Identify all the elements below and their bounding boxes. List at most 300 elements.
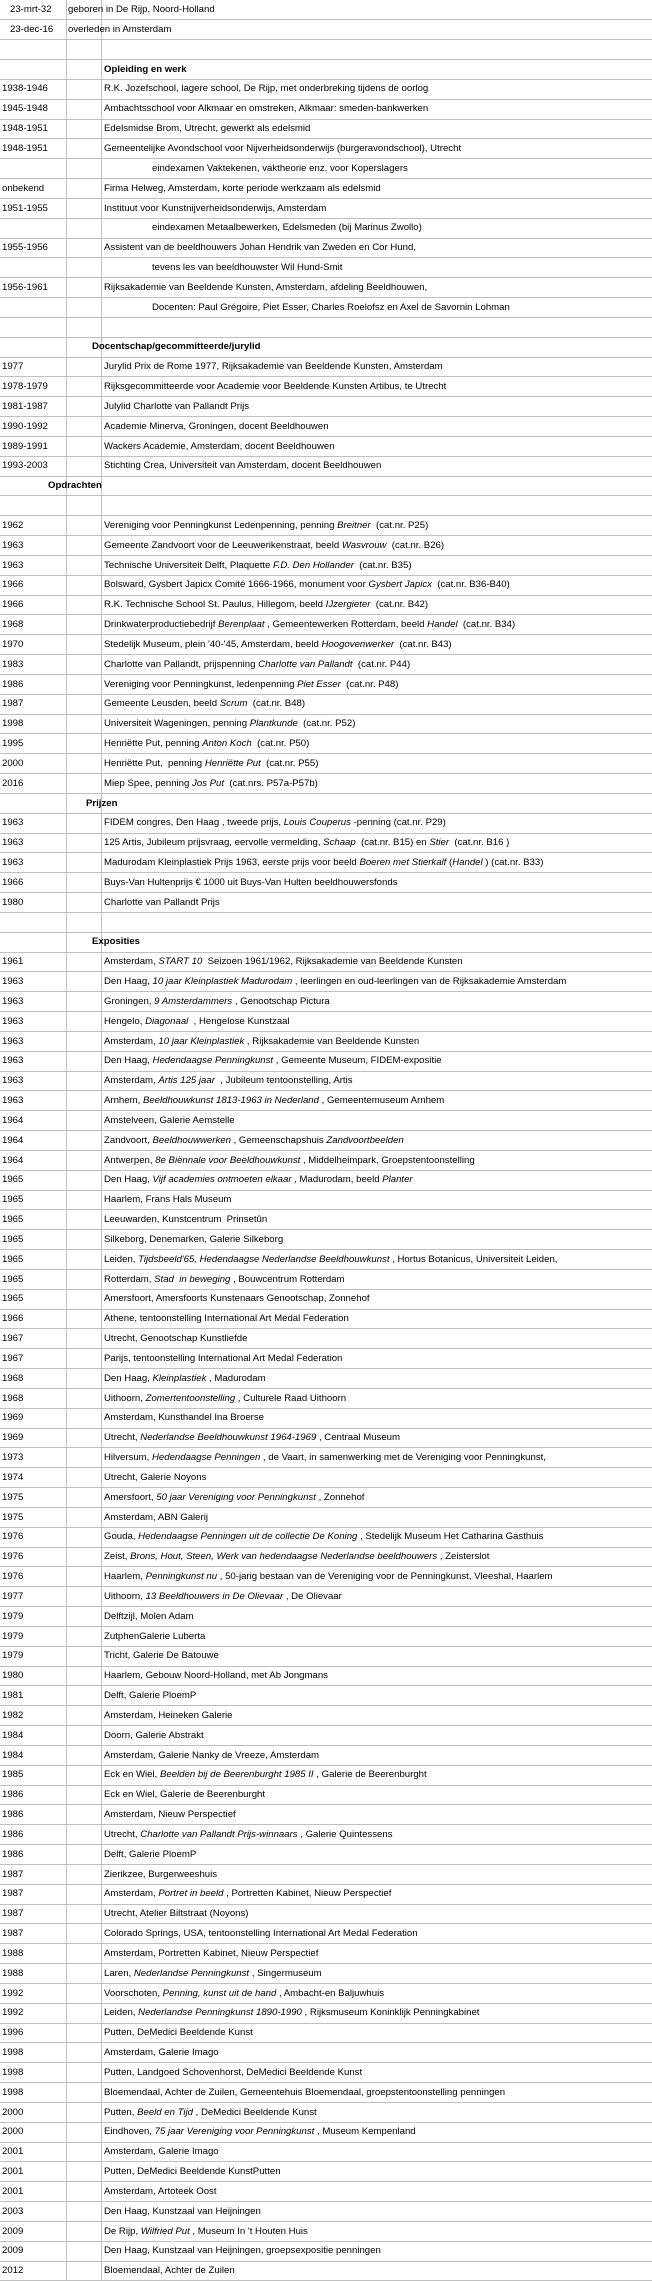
table-row (0, 853, 652, 873)
table-row (0, 1051, 652, 1071)
column-rule (101, 1349, 102, 1368)
column-rule (101, 1845, 102, 1864)
column-rule (66, 2142, 67, 2161)
column-rule (101, 1964, 102, 1983)
column-rule (66, 1706, 67, 1725)
year-cell: 1968 (2, 1372, 24, 1384)
column-rule (66, 99, 67, 118)
description-cell: Den Haag, Kunstzaal van Heijningen (104, 2205, 261, 2217)
table-row (0, 1884, 652, 1904)
column-rule (66, 2043, 67, 2062)
description-cell: Utrecht, Atelier Biltstraat (Noyons) (104, 1908, 249, 1920)
year-cell: 1963 (2, 1075, 24, 1087)
table-row (0, 2162, 652, 2182)
year-cell: 1963 (2, 539, 24, 551)
year-cell: 1966 (2, 876, 24, 888)
description-cell: Utrecht, Charlotte van Pallandt Prijs-winnaars , Galerie Quintessens (104, 1828, 393, 1840)
year-cell: 1945-1948 (2, 103, 48, 115)
description-cell: Hilversum, Hedendaagse Penningen , de Vaart, in samenwerking met de Vereniging voor Penningkunst, (104, 1452, 546, 1464)
description-cell: Gemeentelijke Avondschool voor Nijverheidsonderwijs (burgeravondschool), Utrecht (104, 142, 462, 154)
description-cell: Rijksgecommitteerde voor Academie voor Beeldende Kunsten Artibus, te Utrecht (104, 381, 447, 393)
year-cell: 1992 (2, 1987, 24, 1999)
table-row (0, 238, 652, 258)
description-cell: ZutphenGalerie Luberta (104, 1630, 206, 1642)
description-cell: Den Haag, Kleinplastiek , Madurodam (104, 1372, 266, 1384)
year-cell: 1965 (2, 1233, 24, 1245)
description-cell: Voorschoten, Penning, kunst uit de hand , Ambacht-en Baljuwhuis (104, 1987, 385, 1999)
year-cell: 1979 (2, 1630, 24, 1642)
year-cell: 2009 (2, 2225, 24, 2237)
table-row (0, 1428, 652, 1448)
section-heading: Docentschap/gecommitteerde/jurylid (92, 341, 261, 353)
column-rule (101, 2221, 102, 2240)
column-rule (101, 615, 102, 634)
column-rule (66, 655, 67, 674)
year-cell: 1968 (2, 1392, 24, 1404)
table-row (0, 2023, 652, 2043)
year-cell: 1948-1951 (2, 142, 48, 154)
table-row (0, 952, 652, 972)
column-rule (66, 1150, 67, 1169)
year-cell: 1963 (2, 1055, 24, 1067)
column-rule (66, 813, 67, 832)
column-rule (101, 1607, 102, 1626)
table-row (0, 1726, 652, 1746)
description-cell: Vereniging voor Penningkunst, ledenpenning Piet Esser (cat.nr. P48) (104, 678, 399, 690)
table-row (0, 1329, 652, 1349)
column-rule (66, 1190, 67, 1209)
column-rule (66, 635, 67, 654)
column-rule (101, 1924, 102, 1943)
column-rule (66, 1170, 67, 1189)
column-rule (101, 2182, 102, 2201)
table-row (0, 2202, 652, 2222)
column-rule (101, 2261, 102, 2280)
description-cell: Den Haag, Hedendaagse Penningkunst , Gemeente Museum, FIDEM-expositie (104, 1055, 442, 1067)
year-cell: 1963 (2, 1035, 24, 1047)
column-rule (66, 298, 67, 317)
description-cell: Amsterdam, START 10 Seizoen 1961/1962, Rijksakademie van Beeldende Kunsten (104, 956, 463, 968)
table-row (0, 1448, 652, 1468)
description-cell: Delft, Galerie PloemP (104, 1848, 197, 1860)
column-rule (101, 1567, 102, 1586)
year-cell: 1980 (2, 896, 24, 908)
column-rule (66, 1210, 67, 1229)
column-rule (66, 79, 67, 98)
column-rule (101, 179, 102, 198)
year-cell: 1970 (2, 638, 24, 650)
description-cell: Hengelo, Diagonaal , Hengelose Kunstzaal (104, 1015, 290, 1027)
table-row (0, 119, 652, 139)
column-rule (66, 536, 67, 555)
table-row (0, 1210, 652, 1230)
year-cell: 2009 (2, 2245, 24, 2257)
year-cell: 1987 (2, 1888, 24, 1900)
description-cell: Drinkwaterproductiebedrijf Berenplaat , Gemeentewerken Rotterdam, beeld Handel (cat.nr. B34) (104, 619, 516, 631)
description-cell: Amsterdam, Galerie Nanky de Vreeze, Amsterdam (104, 1749, 320, 1761)
column-rule (66, 952, 67, 971)
year-cell: 1963 (2, 857, 24, 869)
year-cell (2, 218, 64, 237)
column-rule (66, 575, 67, 594)
column-rule (101, 1706, 102, 1725)
year-cell: 1977 (2, 1590, 24, 1602)
description-cell: Amsterdam, Nieuw Perspectief (104, 1809, 236, 1821)
column-rule (66, 1349, 67, 1368)
year-cell: 1963 (2, 1095, 24, 1107)
column-rule (66, 615, 67, 634)
year-cell: 1986 (2, 1828, 24, 1840)
section-heading-row (0, 337, 652, 357)
table-row (0, 1468, 652, 1488)
column-rule (101, 1408, 102, 1427)
table-row (0, 575, 652, 595)
column-rule (101, 60, 102, 79)
column-rule (101, 496, 102, 515)
description-cell: Madurodam Kleinplastiek Prijs 1963, eerste prijs voor beeld Boeren met Stierkalf (Handel ) (cat.nr. B33) (104, 857, 544, 869)
column-rule (101, 2083, 102, 2102)
column-rule (101, 1289, 102, 1308)
column-rule (66, 1369, 67, 1388)
column-rule (66, 1626, 67, 1645)
table-row (0, 1012, 652, 1032)
description-cell: Delftzijl, Molen Adam (104, 1610, 194, 1622)
year-cell: 1998 (2, 2086, 24, 2098)
column-rule (66, 833, 67, 852)
column-rule (101, 1170, 102, 1189)
column-rule (101, 555, 102, 574)
column-rule (101, 2043, 102, 2062)
description-cell: Amsterdam, Heineken Galerie (104, 1709, 233, 1721)
description-cell: Haarlem, Penningkunst nu , 50-jarig bestaan van de Vereniging voor de Penningkunst, Vleeshal, Haarlem (104, 1571, 553, 1583)
description-cell: Zierikzee, Burgerweeshuis (104, 1868, 218, 1880)
year-cell: 1974 (2, 1471, 24, 1483)
year-cell: 2000 (2, 757, 24, 769)
column-rule (101, 298, 102, 317)
description-cell: Den Haag, Vijf academies ontmoeten elkaar , Madurodam, beeld Planter (104, 1174, 413, 1186)
year-cell: 1961 (2, 956, 24, 968)
column-rule (101, 992, 102, 1011)
description-cell: Wackers Academie, Amsterdam, docent Beeldhouwen (104, 440, 335, 452)
year-cell: 1966 (2, 1313, 24, 1325)
column-rule (66, 912, 67, 931)
column-rule (66, 1785, 67, 1804)
description-cell: Eindhoven, 75 jaar Vereniging voor Penningkunst , Museum Kempenland (104, 2126, 416, 2138)
column-rule (101, 754, 102, 773)
column-rule (66, 793, 67, 812)
description-cell: Amersfoort, Amersfoorts Kunstenaars Genootschap, Zonnehof (104, 1293, 370, 1305)
column-rule (101, 952, 102, 971)
description-cell: Ambachtsschool voor Alkmaar en omstreken, Alkmaar: smeden-bankwerken (104, 103, 429, 115)
description-cell: Putten, DeMedici Beeldende KunstPutten (104, 2166, 281, 2178)
description-cell: FIDEM congres, Den Haag , tweede prijs, Louis Couperus -penning (cat.nr. P29) (104, 817, 446, 829)
column-rule (101, 99, 102, 118)
column-rule (101, 1488, 102, 1507)
table-row (0, 1150, 652, 1170)
table-row (0, 1547, 652, 1567)
column-rule (101, 833, 102, 852)
description-cell: Charlotte van Pallandt, prijspenning Charlotte van Pallandt (cat.nr. P44) (104, 658, 411, 670)
column-rule (66, 119, 67, 138)
column-rule (101, 1468, 102, 1487)
year-cell: 1963 (2, 559, 24, 571)
table-row (0, 1388, 652, 1408)
table-row (0, 1071, 652, 1091)
description-cell: tevens les van beeldhouwster Wil Hund-Smit (152, 262, 343, 273)
description-cell: Henriëtte Put, penning Henriëtte Put (cat.nr. P55) (104, 757, 319, 769)
column-rule (66, 1825, 67, 1844)
column-rule (101, 1884, 102, 1903)
year-cell: 1977 (2, 361, 24, 373)
year-cell: 1963 (2, 817, 24, 829)
column-rule (101, 1686, 102, 1705)
column-rule (66, 238, 67, 257)
table-row (0, 1111, 652, 1131)
table-row (0, 1785, 652, 1805)
description-cell: R.K. Technische School St. Paulus, Hillegom, beeld IJzergieter (cat.nr. B42) (104, 599, 429, 611)
table-row (0, 536, 652, 556)
table-row (0, 893, 652, 913)
column-rule (66, 2241, 67, 2260)
description-cell: Buys-Van Hultenprijs € 1000 uit Buys-Van Hulten beeldhouwersfonds (104, 876, 398, 888)
description-cell: Haarlem, Gebouw Noord-Holland, met Ab Jongmans (104, 1670, 328, 1682)
column-rule (101, 1309, 102, 1328)
column-rule (66, 218, 67, 237)
column-rule (66, 1805, 67, 1824)
column-rule (66, 674, 67, 693)
column-rule (101, 853, 102, 872)
column-rule (66, 1567, 67, 1586)
description-cell: Uithoorn, 13 Beeldhouwers in De Olievaar , De Olievaar (104, 1590, 342, 1602)
section-heading: Prijzen (86, 797, 118, 809)
column-rule (101, 813, 102, 832)
column-rule (101, 1666, 102, 1685)
column-rule (101, 2063, 102, 2082)
description-cell: Haarlem, Frans Hals Museum (104, 1194, 232, 1206)
year-cell: 1981 (2, 1690, 24, 1702)
description-cell: Putten, Landgoed Schovenhorst, DeMedici Beeldende Kunst (104, 2066, 363, 2078)
year-cell: 1956-1961 (2, 281, 48, 293)
column-rule (101, 1983, 102, 2002)
section-heading-row (0, 932, 652, 952)
table-row (0, 972, 652, 992)
year-cell: 1965 (2, 1194, 24, 1206)
column-rule (101, 1329, 102, 1348)
description-cell: Doorn, Galerie Abstrakt (104, 1729, 204, 1741)
table-row (0, 218, 652, 238)
year-cell: 1969 (2, 1412, 24, 1424)
column-rule (66, 853, 67, 872)
year-cell: 1965 (2, 1273, 24, 1285)
description-cell: Leeuwarden, Kunstcentrum Prinsetûn (104, 1214, 268, 1226)
table-row (0, 655, 652, 675)
column-rule (101, 1825, 102, 1844)
table-row (0, 1765, 652, 1785)
description-cell: Putten, DeMedici Beeldende Kunst (104, 2027, 253, 2039)
year-cell: 1993-2003 (2, 460, 48, 472)
year-cell: 1986 (2, 1848, 24, 1860)
column-rule (66, 417, 67, 436)
section-heading: Opdrachten (48, 480, 102, 492)
year-cell: 1980 (2, 1670, 24, 1682)
description-cell: Miep Spee, penning Jos Put (cat.nrs. P57a-P57b) (104, 777, 318, 789)
section-heading-row (0, 793, 652, 813)
column-rule (66, 1864, 67, 1883)
column-rule (101, 774, 102, 793)
column-rule (66, 1666, 67, 1685)
year-cell: 1962 (2, 519, 24, 531)
year-cell: 1965 (2, 1214, 24, 1226)
year-cell: 1979 (2, 1610, 24, 1622)
column-rule (101, 1507, 102, 1526)
description-cell: Leiden, Nederlandse Penningkunst 1890-1990 , Rijksmuseum Koninklijk Penningkabinet (104, 2007, 480, 2019)
section-heading-row (0, 60, 652, 80)
table-row (0, 2182, 652, 2202)
description-cell: Den Haag, 10 jaar Kleinplastiek Madurodam , leerlingen en oud-leerlingen van de Rijksakademie Amsterdam (104, 976, 567, 988)
table-row (0, 1170, 652, 1190)
column-rule (101, 2162, 102, 2181)
table-row (0, 1924, 652, 1944)
column-rule (101, 1369, 102, 1388)
column-rule (101, 1547, 102, 1566)
spacer-row (0, 317, 652, 337)
column-rule (66, 1448, 67, 1467)
column-rule (66, 2182, 67, 2201)
description-cell: Charlotte van Pallandt Prijs (104, 896, 220, 908)
description-cell: Firma Helweg, Amsterdam, korte periode werkzaam als edelsmid (104, 182, 381, 194)
year-cell: 1987 (2, 1868, 24, 1880)
year-cell (2, 298, 64, 317)
year-cell: 1964 (2, 1114, 24, 1126)
description-cell: Antwerpen, 8e Biënnale voor Beeldhouwkunst , Middelheimpark, Groepstentoonstelling (104, 1154, 475, 1166)
column-rule (66, 179, 67, 198)
column-rule (66, 1726, 67, 1745)
table-row (0, 2083, 652, 2103)
table-row (0, 1745, 652, 1765)
column-rule (101, 1012, 102, 1031)
column-rule (101, 1527, 102, 1546)
description-cell: Assistent van de beeldhouwers Johan Hendrik van Zweden en Cor Hund, (104, 242, 416, 254)
year-cell: 2001 (2, 2146, 24, 2158)
year-cell: 1975 (2, 1511, 24, 1523)
column-rule (66, 992, 67, 1011)
year-cell: 1964 (2, 1134, 24, 1146)
column-rule (101, 2003, 102, 2022)
column-rule (66, 1289, 67, 1308)
column-rule (101, 893, 102, 912)
table-row (0, 1964, 652, 1984)
column-rule (101, 436, 102, 455)
table-row (0, 258, 652, 278)
column-rule (66, 1646, 67, 1665)
year-cell: 1967 (2, 1333, 24, 1345)
column-rule (66, 198, 67, 217)
table-row (0, 555, 652, 575)
description-cell: Vereniging voor Penningkunst Ledenpenning, penning Breitner (cat.nr. P25) (104, 519, 429, 531)
column-rule (66, 258, 67, 277)
table-row (0, 833, 652, 853)
description-cell: Stedelijk Museum, plein '40-'45, Amsterdam, beeld Hoogovenwerker (cat.nr. B43) (104, 638, 452, 650)
column-rule (101, 317, 102, 336)
column-rule (66, 774, 67, 793)
column-rule (66, 1686, 67, 1705)
date-cell: 23-mrt-32 (10, 4, 52, 16)
table-row (0, 278, 652, 298)
column-rule (66, 1884, 67, 1903)
table-row (0, 79, 652, 99)
description-cell: Athene, tentoonstelling International Art Medal Federation (104, 1313, 349, 1325)
description-cell: geboren in De Rijp, Noord-Holland (68, 4, 215, 16)
column-rule (66, 972, 67, 991)
description-cell: Stichting Crea, Universiteit van Amsterdam, docent Beeldhouwen (104, 460, 382, 472)
column-rule (101, 1626, 102, 1645)
year-cell: 2016 (2, 777, 24, 789)
column-rule (66, 2261, 67, 2280)
column-rule (101, 1726, 102, 1745)
column-rule (66, 1468, 67, 1487)
year-cell (2, 258, 64, 277)
description-cell: Academie Minerva, Groningen, docent Beeldhouwen (104, 420, 329, 432)
column-rule (101, 377, 102, 396)
column-rule (101, 1031, 102, 1050)
column-rule (66, 456, 67, 475)
table-row (0, 1864, 652, 1884)
year-cell: 2000 (2, 2106, 24, 2118)
column-rule (66, 1845, 67, 1864)
column-rule (101, 2122, 102, 2141)
column-rule (66, 1488, 67, 1507)
year-cell: 1987 (2, 1928, 24, 1940)
description-cell: Arnhem, Beeldhouwkunst 1813-1963 in Nederland , Gemeentemuseum Arnhem (104, 1095, 445, 1107)
table-row (0, 2142, 652, 2162)
column-rule (66, 714, 67, 733)
column-rule (66, 1964, 67, 1983)
description-cell: Bloemendaal, Achter de Zuilen, Gemeentehuis Bloemendaal, groepstentoonstelling penningen (104, 2086, 506, 2098)
column-rule (101, 1190, 102, 1209)
section-heading: Opleiding en werk (104, 63, 187, 75)
table-row (0, 1825, 652, 1845)
year-cell: 1989-1991 (2, 440, 48, 452)
column-rule (101, 694, 102, 713)
table-row (0, 2261, 652, 2281)
column-rule (66, 1111, 67, 1130)
column-rule (66, 377, 67, 396)
description-cell: 125 Artis, Jubileum prijsvraag, eervolle vermelding, Schaap (cat.nr. B15) en Stier (cat.nr. B16 ) (104, 837, 510, 849)
year-cell: 1975 (2, 1491, 24, 1503)
table-row (0, 1131, 652, 1151)
table-row (0, 813, 652, 833)
column-rule (101, 357, 102, 376)
column-rule (101, 972, 102, 991)
year-cell: 1938-1946 (2, 83, 48, 95)
table-row (0, 159, 652, 179)
column-rule (101, 635, 102, 654)
column-rule (101, 397, 102, 416)
year-cell: 1973 (2, 1452, 24, 1464)
column-rule (101, 456, 102, 475)
description-cell: R.K. Jozefschool, lagere school, De Rijp, met onderbreking tijdens de oorlog (104, 83, 429, 95)
year-cell: 1963 (2, 995, 24, 1007)
column-rule (66, 2202, 67, 2221)
year-cell: 1984 (2, 1749, 24, 1761)
year-cell: 1963 (2, 1015, 24, 1027)
column-rule (66, 496, 67, 515)
column-rule (66, 1131, 67, 1150)
column-rule (66, 1527, 67, 1546)
description-cell: Amsterdam, Artoteek Oost (104, 2185, 217, 2197)
table-row (0, 1666, 652, 1686)
year-cell: 1998 (2, 2066, 24, 2078)
